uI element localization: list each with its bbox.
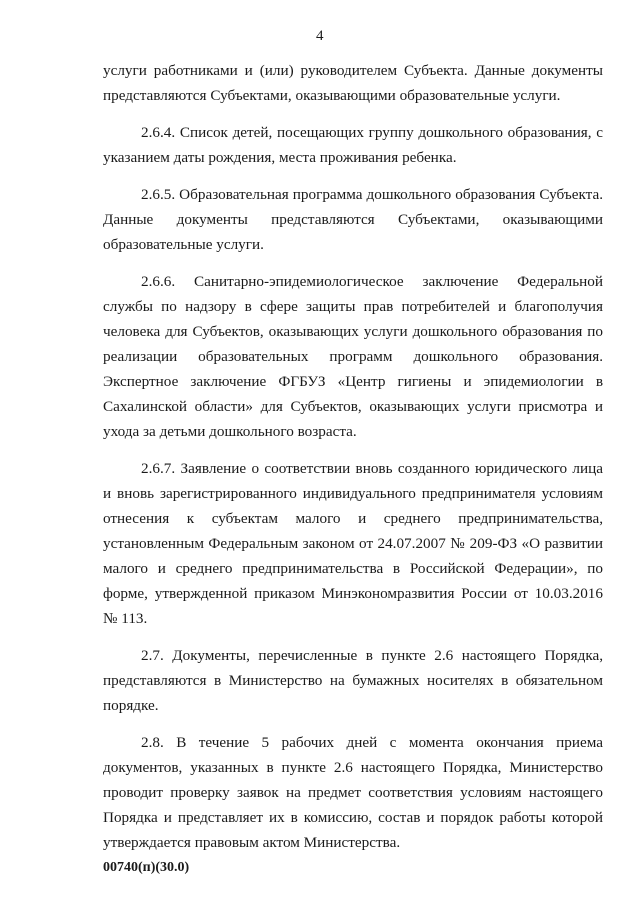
document-body xyxy=(103,58,603,867)
paragraph-continuation: услуги работниками и (или) руководителем Субъекта. Данные документы представляются Субъектами, оказывающими образовательные услуги. xyxy=(103,62,603,104)
page-number: 4 xyxy=(316,28,324,44)
paragraph-2-6-7: 2.6.7. Заявление о соответствии вновь созданного юридического лица и вновь зарегистрированного индивидуального предпринимателя условиям отнесения к субъектам малого и среднего предпринимательства, установленным Федеральным законом от 24.07.2007 № 209-ФЗ «О развитии малого и среднего предпринимательства в Российской Федерации», по форме, утвержденной приказом Минэкономразвития России от 10.03.2016 № 113. xyxy=(103,460,603,627)
paragraph-2-6-5: 2.6.5. Образовательная программа дошкольного образования Субъекта. Данные документы представляются Субъектами, оказывающими образовательные услуги. xyxy=(103,186,603,253)
paragraph-2-6-4: 2.6.4. Список детей, посещающих группу дошкольного образования, с указанием даты рождения, места проживания ребенка. xyxy=(103,124,603,166)
paragraph-2-6-6: 2.6.6. Санитарно-эпидемиологическое заключение Федеральной службы по надзору в сфере защиты прав потребителей и благополучия человека для Субъектов, оказывающих услуги дошкольного образования по реализации образовательных программ дошкольного образования. Экспертное заключение ФГБУЗ «Центр гигиены и эпидемиологии в Сахалинской области» для Субъектов, оказывающих услуги присмотра и ухода за детьми дошкольного возраста. xyxy=(103,273,603,440)
document-code: 00740(п)(30.0) xyxy=(103,860,190,875)
paragraph-2-8: 2.8. В течение 5 рабочих дней с момента окончания приема документов, указанных в пункте 2.6 настоящего Порядка, Министерство проводит проверку заявок на предмет соответствия условиям настоящего Порядка и представляет их в комиссию, состав и порядок работы которой утверждается правовым актом Министерства. xyxy=(103,734,603,851)
paragraph-2-7: 2.7. Документы, перечисленные в пункте 2.6 настоящего Порядка, представляются в Министерство на бумажных носителях в обязательном порядке. xyxy=(103,647,603,714)
